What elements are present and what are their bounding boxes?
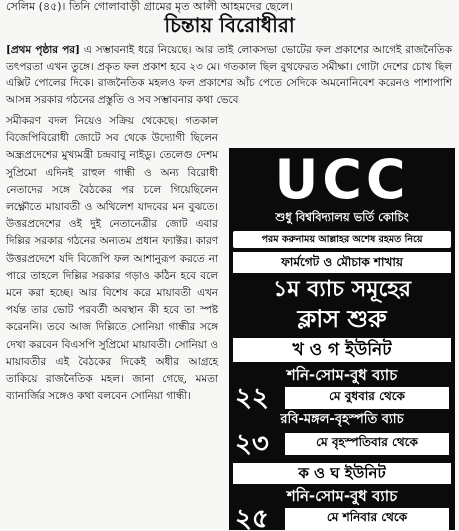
article-column-text: সমীকরণ বদল নিয়েও সক্রিয় থেকেছে। গতকাল বিজেপিবিরোধী জোটে সব থেকে উদ্যোগী ছিলেন অন্ধ্রপ্রদেশের মুখ্যমন্ত্রী চন্দ্রবাবু নাইডু। তেলেগু দেশম সুপ্রিমো এদিনই রাহুল গান্ধী ও অন্য বিরোধী নেতাদের সঙ্গে বৈঠকের পর চলে গিয়েছিলেন লক্ষ্ণৌতে মায়াবতী ও অখিলেশ যাদবের মন বুঝতে। উত্তরপ্রদেশের ওই দুই নেতানেত্রীর জোট এবার দিল্লির সরকার গঠনের অন্যতম প্রধান ফ্যাক্টর। কারণ উত্তরপ্রদেশে যদি বিজেপি ফল আশানুরূপ করতে না পারে তাহলে দিল্লির সরকার গড়াও কঠিন হবে বলে মনে করা হচ্ছে। আর বিশেষ করে মায়াবতী এখন পর্যন্ত তার ভোট পরবর্তী অবস্থান কী হবে তা স্পষ্ট করেননি। তবে আজ দিল্লিতে সোনিয়া গান্ধীর সঙ্গে দেখা করবেন বিএসপি সুপ্রিমো মায়াবতী। সোনিয়া ও মায়াবতীর এই বৈঠকের দিকেই অধীর আগ্রহে তাকিয়ে রাজনৈতিক মহল। জানা গেছে, মমতা ব্যানার্জির সঙ্গেও কথা বলবেন সোনিয়া গান্ধী। — [6, 115, 218, 403]
ad-subtitle: শুধু বিশ্ববিদ্যালয় ভর্তি কোচিং — [275, 210, 409, 224]
ad-date-row-3 — [235, 504, 449, 530]
ad-branches: ফার্মগেট ও মৌচাক শাখায় — [233, 252, 451, 273]
ad-batch-days-2: রবি-মঙ্গল-বৃহস্পতি ব্যাচ — [280, 412, 404, 427]
ucc-advertisement — [229, 148, 455, 530]
previous-article-end: সেলিম (৪৫)। তিনি গোলাবাড়ী গ্রামের মৃত আলী আহমদের ছেলে। — [6, 0, 293, 13]
continuation-tag: [প্রথম পৃষ্ঠার পর] — [6, 44, 80, 56]
ad-date-row-1 — [235, 383, 449, 413]
ad-date-row-2 — [235, 429, 449, 459]
ad-date-number-1: ২২ — [235, 383, 269, 413]
ad-class-start: ক্লাস শুরু — [297, 305, 387, 333]
ad-date-label-3: মে শনিবার থেকে — [285, 508, 449, 530]
ad-batch-days-3: শনি-সোম-বুধ ব্যাচ — [286, 487, 398, 505]
ad-unit-ka-gha: ক ও ঘ ইউনিট — [233, 463, 451, 484]
article-intro-text: এ সম্ভাবনাই ধরে নিয়েছে। আর তাই লোকসভা ভোটের ফল প্রকাশের আগেই রাজনৈতিক তৎপরতা এখন তুঙ্গে। প্রকৃত ফল প্রকাশ হবে ২৩ মে। গতকাল ছিল বুথফেরত সমীক্ষা। গোটা দেশের চোখ ছিল এক্সিট পোলের দিকে। রাজনৈতিক মহলও ফল প্রকাশের আঁচ পেতে সেদিকে অমনোনিবেশ করেনও পাশাপাশি আসন্ন সরকার গঠনের প্রস্তুতি ও সব সম্ভাবনার কথা ভেবে — [6, 44, 452, 106]
ad-unit-kha-ga: খ ও গ ইউনিট — [233, 338, 451, 362]
ad-date-label-2: মে বৃহস্পতিবার থেকে — [285, 433, 449, 455]
ad-date-label-1: মে বুধবার থেকে — [285, 387, 449, 409]
article-column — [6, 113, 218, 405]
article-intro — [6, 42, 452, 108]
ad-date-number-3: ২৫ — [235, 504, 269, 530]
ad-batch-heading: ১ম ব্যাচ সমূহের — [273, 277, 411, 302]
ad-date-number-2: ২৩ — [235, 429, 269, 459]
article-headline: চিন্তায় বিরোধীরা — [164, 13, 295, 37]
ad-batch-days-1: শনি-সোম-বুধ ব্যাচ — [286, 366, 398, 384]
ucc-logo: UCC — [274, 148, 410, 211]
ad-tagline: পরম করুনাময় আল্লাহর অশেষ রহমত নিয়ে — [233, 231, 451, 248]
